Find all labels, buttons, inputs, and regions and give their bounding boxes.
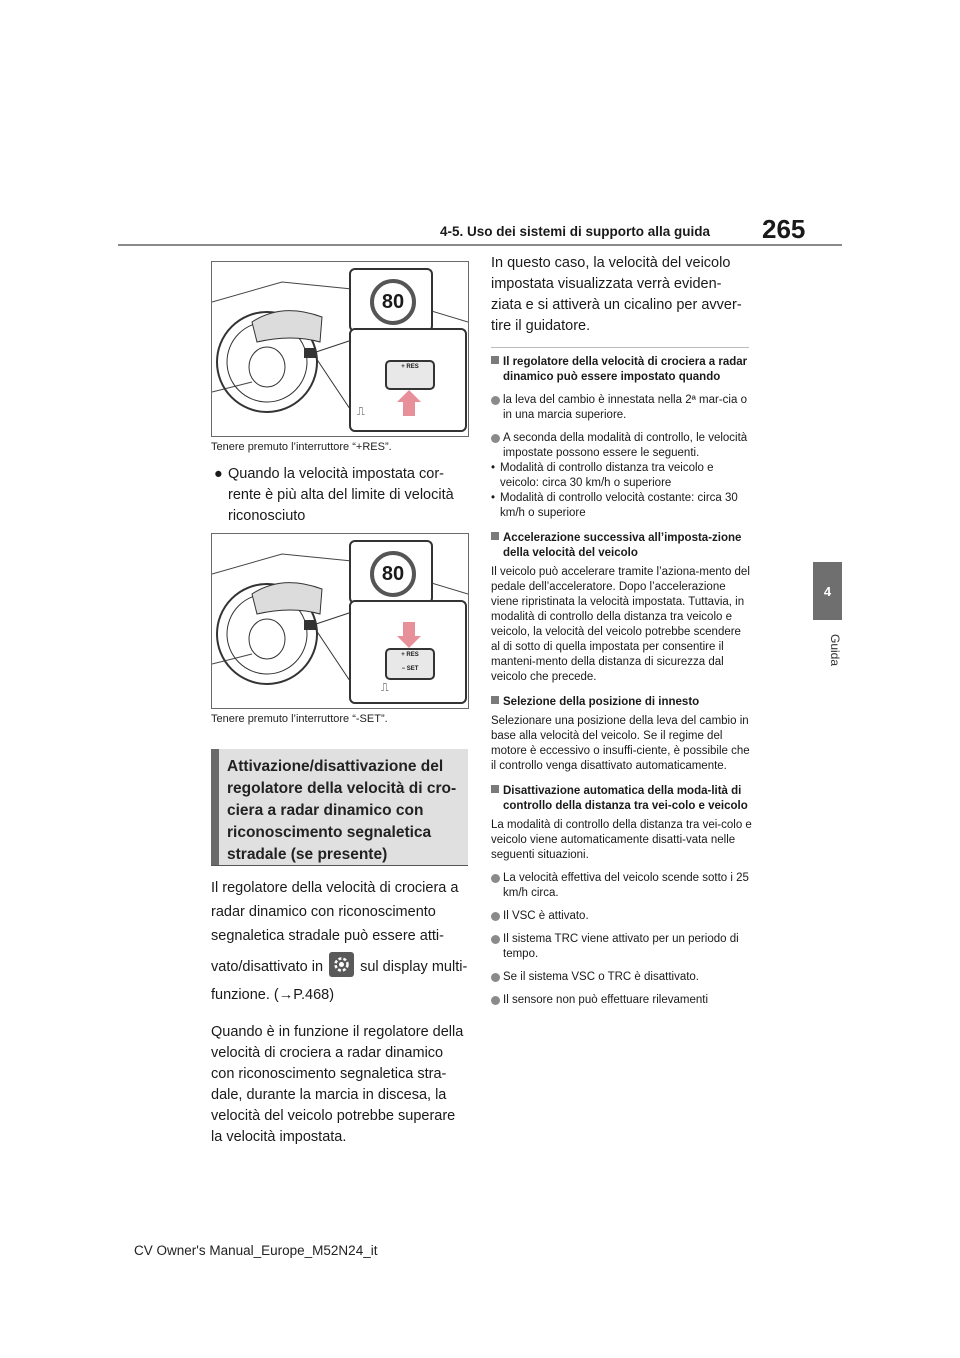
- activation-paragraph: Il regolatore della velocità di crociera a radar dinamico con riconoscimento segnaletica stradale può essere atti- vato/disattivato in sul display multi- funzione. (→P.468): [211, 880, 468, 1003]
- note-heading: Accelerazione successiva all’imposta-zione della velocità del veicolo: [491, 531, 753, 561]
- res-button-label: + RES: [401, 652, 419, 658]
- footer-manual-id: CV Owner's Manual_Europe_M52N24_it: [134, 1243, 378, 1258]
- note-bullet: Il sensore non può effettuare rilevamenti: [491, 993, 753, 1008]
- chapter-number: 4: [823, 583, 832, 599]
- section-heading-box: Attivazione/disattivazione del regolatore della velocità di cro- ciera a radar dinamico con riconoscimento segnaletica stradale (se presente): [211, 749, 468, 865]
- cruise-switch: [385, 360, 435, 390]
- chapter-tab: [813, 562, 842, 620]
- speed-limit-value: 80: [381, 291, 405, 313]
- speed-limit-sign: [370, 551, 416, 597]
- figure1-caption: Tenere premuto l’interruttore “+RES”.: [211, 441, 392, 453]
- circle-bullet-icon: [491, 935, 500, 944]
- note-heading: Disattivazione automatica della moda-lità di controllo della distanza tra vei-colo e veicolo: [491, 784, 753, 814]
- speed-limit-bullet: ● Quando la velocità impostata cor- rente è più alta del limite di velocità riconosciuto: [214, 466, 454, 524]
- res-button-label: + RES: [401, 364, 419, 370]
- note-bullet: Il sistema TRC viene attivato per un periodo di tempo.: [491, 932, 753, 962]
- paddle-icon: ⎍: [381, 682, 389, 694]
- note-subitem: • Modalità di controllo distanza tra veicolo e veicolo: circa 30 km/h o superiore: [491, 461, 753, 491]
- bullet-dot-icon: ●: [214, 466, 223, 482]
- section-title: 4-5. Uso dei sistemi di supporto alla guida: [440, 224, 711, 239]
- figure-res-switch: [211, 261, 469, 437]
- note-subitem: • Modalità di controllo velocità costante: circa 30 km/h o superiore: [491, 491, 753, 521]
- circle-bullet-icon: [491, 874, 500, 883]
- set-button-label: − SET: [401, 666, 419, 672]
- square-bullet-icon: [491, 532, 499, 540]
- cruise-switch: [385, 648, 435, 680]
- note-heading: Il regolatore della velocità di crociera a radar dinamico può essere impostato quando: [491, 355, 753, 385]
- note-text: Il veicolo può accelerare tramite l’aziona-mento del pedale dell’acceleratore. Dopo l’accelerazione viene ripristinata la velocità impostata. Tuttavia, in modalità di controllo della distanza tra veicolo e veicolo, la velocità del veicolo potrebbe scendere al di sotto di quella impostata per consentire il manteni-mento della distanza di sicurezza dal veicolo che precede.: [491, 566, 750, 683]
- switch-callout: [349, 328, 467, 432]
- circle-bullet-icon: [491, 396, 500, 405]
- square-bullet-icon: [491, 785, 499, 793]
- speed-limit-value: 80: [381, 563, 405, 585]
- note-bullet: la leva del cambio è innestata nella 2ª mar-cia o in una marcia superiore.: [491, 393, 753, 423]
- chapter-label: Guida: [828, 634, 842, 667]
- notes-rule: [491, 347, 749, 348]
- circle-bullet-icon: [491, 434, 500, 443]
- note-bullet: Il VSC è attivato.: [491, 909, 753, 924]
- circle-bullet-icon: [491, 996, 500, 1005]
- note-bullet: A seconda della modalità di controllo, le velocità impostate possono essere le seguenti.: [491, 431, 753, 461]
- down-arrow-icon: [403, 622, 415, 636]
- paddle-icon: ⎍: [357, 406, 365, 418]
- settings-gear-icon: [329, 952, 354, 977]
- note-bullet: La velocità effettiva del veicolo scende sotto i 25 km/h circa.: [491, 871, 753, 901]
- up-arrow-icon: [397, 390, 421, 402]
- figure2-caption: Tenere premuto l’interruttore “-SET”.: [211, 713, 388, 725]
- notes-column: [491, 355, 753, 1008]
- circle-bullet-icon: [491, 973, 500, 982]
- downhill-paragraph: Quando è in funzione il regolatore della velocità di crociera a radar dinamico con riconoscimento segnaletica stra- dale, durante la marcia in discesa, la velocità del veicolo potrebbe superare la velocità impostata.: [211, 1024, 464, 1145]
- square-bullet-icon: [491, 696, 499, 704]
- note-text: La modalità di controllo della distanza tra vei-colo e veicolo viene automaticamente disatti-vata nelle seguenti situazioni.: [491, 819, 752, 861]
- note-bullet: Se il sistema VSC o TRC è disattivato.: [491, 970, 753, 985]
- page-number: 265: [762, 214, 806, 244]
- header-rule: [118, 244, 842, 246]
- note-text: Selezionare una posizione della leva del cambio in base alla velocità del veicolo. Se il regime del motore è eccessivo o insuffi-ciente, è possibile che il controllo venga disattivato automaticamente.: [491, 715, 750, 772]
- switch-callout: [349, 600, 467, 704]
- figure-set-switch: [211, 533, 469, 709]
- note-heading: Selezione della posizione di innesto: [491, 695, 753, 710]
- speed-sign-callout: [349, 268, 433, 332]
- speed-limit-sign: [370, 279, 416, 325]
- speed-sign-callout: [349, 540, 433, 604]
- heading-rule: [211, 865, 468, 866]
- circle-bullet-icon: [491, 912, 500, 921]
- square-bullet-icon: [491, 356, 499, 364]
- buzzer-paragraph: In questo caso, la velocità del veicolo impostata visualizzata verrà eviden- ziata e si attiverà un cicalino per avver- tire il guidatore.: [491, 255, 742, 334]
